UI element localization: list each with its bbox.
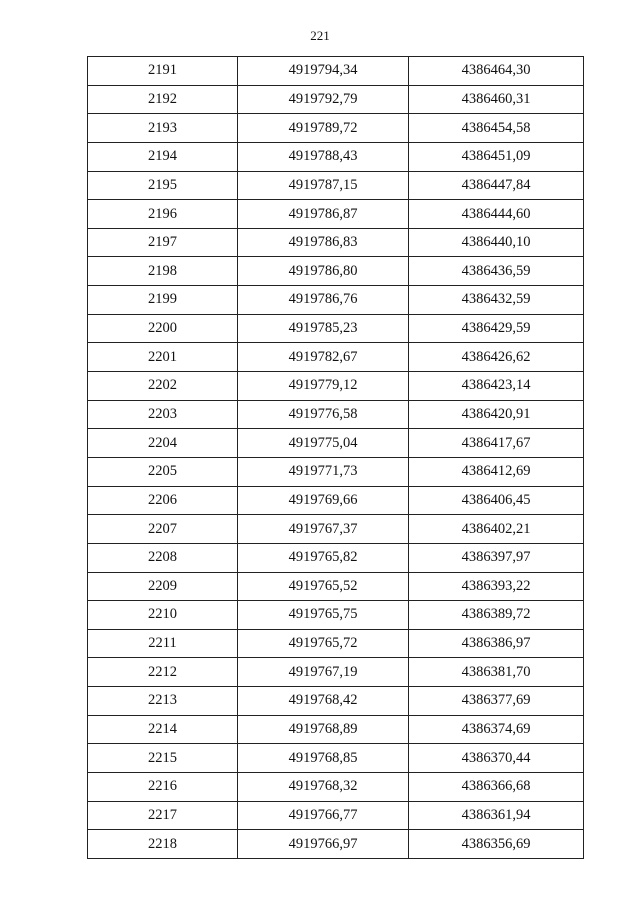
y-coordinate-cell: 4386429,59: [409, 314, 584, 343]
x-coordinate-cell: 4919794,34: [238, 57, 409, 86]
point-number-cell: 2207: [88, 515, 238, 544]
table-row: [88, 715, 584, 744]
point-number-cell: 2218: [88, 830, 238, 859]
table-row: [88, 543, 584, 572]
y-coordinate-cell: 4386423,14: [409, 372, 584, 401]
page-number: 221: [310, 28, 330, 43]
table-row: [88, 830, 584, 859]
point-number-cell: 2203: [88, 400, 238, 429]
point-number-cell: 2200: [88, 314, 238, 343]
y-coordinate-cell: 4386393,22: [409, 572, 584, 601]
x-coordinate-cell: 4919768,85: [238, 744, 409, 773]
y-coordinate-cell: 4386417,67: [409, 429, 584, 458]
x-coordinate-cell: 4919779,12: [238, 372, 409, 401]
y-coordinate-cell: 4386444,60: [409, 200, 584, 229]
point-number-cell: 2214: [88, 715, 238, 744]
coordinates-table: [87, 56, 584, 859]
x-coordinate-cell: 4919766,97: [238, 830, 409, 859]
point-number-cell: 2201: [88, 343, 238, 372]
point-number-cell: 2197: [88, 228, 238, 257]
table-row: [88, 601, 584, 630]
point-number-cell: 2195: [88, 171, 238, 200]
point-number-cell: 2208: [88, 543, 238, 572]
x-coordinate-cell: 4919787,15: [238, 171, 409, 200]
table-row: [88, 314, 584, 343]
table-row: [88, 228, 584, 257]
y-coordinate-cell: 4386454,58: [409, 114, 584, 143]
point-number-cell: 2198: [88, 257, 238, 286]
table-row: [88, 773, 584, 802]
table-row: [88, 85, 584, 114]
y-coordinate-cell: 4386447,84: [409, 171, 584, 200]
y-coordinate-cell: 4386420,91: [409, 400, 584, 429]
point-number-cell: 2211: [88, 629, 238, 658]
point-number-cell: 2217: [88, 801, 238, 830]
table-row: [88, 400, 584, 429]
point-number-cell: 2205: [88, 457, 238, 486]
y-coordinate-cell: 4386370,44: [409, 744, 584, 773]
x-coordinate-cell: 4919786,80: [238, 257, 409, 286]
y-coordinate-cell: 4386412,69: [409, 457, 584, 486]
x-coordinate-cell: 4919765,72: [238, 629, 409, 658]
y-coordinate-cell: 4386366,68: [409, 773, 584, 802]
table-row: [88, 114, 584, 143]
y-coordinate-cell: 4386377,69: [409, 687, 584, 716]
x-coordinate-cell: 4919768,42: [238, 687, 409, 716]
point-number-cell: 2196: [88, 200, 238, 229]
x-coordinate-cell: 4919775,04: [238, 429, 409, 458]
y-coordinate-cell: 4386356,69: [409, 830, 584, 859]
y-coordinate-cell: 4386402,21: [409, 515, 584, 544]
table-row: [88, 171, 584, 200]
coordinates-table-body: [88, 57, 584, 859]
table-row: [88, 572, 584, 601]
x-coordinate-cell: 4919786,76: [238, 286, 409, 315]
y-coordinate-cell: 4386381,70: [409, 658, 584, 687]
table-row: [88, 801, 584, 830]
x-coordinate-cell: 4919765,52: [238, 572, 409, 601]
y-coordinate-cell: 4386451,09: [409, 142, 584, 171]
x-coordinate-cell: 4919768,32: [238, 773, 409, 802]
y-coordinate-cell: 4386406,45: [409, 486, 584, 515]
table-row: [88, 486, 584, 515]
point-number-cell: 2204: [88, 429, 238, 458]
table-row: [88, 658, 584, 687]
y-coordinate-cell: 4386440,10: [409, 228, 584, 257]
x-coordinate-cell: 4919788,43: [238, 142, 409, 171]
x-coordinate-cell: 4919782,67: [238, 343, 409, 372]
point-number-cell: 2216: [88, 773, 238, 802]
point-number-cell: 2209: [88, 572, 238, 601]
x-coordinate-cell: 4919786,83: [238, 228, 409, 257]
x-coordinate-cell: 4919765,82: [238, 543, 409, 572]
point-number-cell: 2194: [88, 142, 238, 171]
y-coordinate-cell: 4386374,69: [409, 715, 584, 744]
y-coordinate-cell: 4386460,31: [409, 85, 584, 114]
x-coordinate-cell: 4919767,19: [238, 658, 409, 687]
x-coordinate-cell: 4919766,77: [238, 801, 409, 830]
y-coordinate-cell: 4386432,59: [409, 286, 584, 315]
x-coordinate-cell: 4919785,23: [238, 314, 409, 343]
x-coordinate-cell: 4919789,72: [238, 114, 409, 143]
x-coordinate-cell: 4919767,37: [238, 515, 409, 544]
point-number-cell: 2212: [88, 658, 238, 687]
y-coordinate-cell: 4386426,62: [409, 343, 584, 372]
x-coordinate-cell: 4919792,79: [238, 85, 409, 114]
table-row: [88, 372, 584, 401]
table-row: [88, 457, 584, 486]
point-number-cell: 2210: [88, 601, 238, 630]
y-coordinate-cell: 4386397,97: [409, 543, 584, 572]
point-number-cell: 2215: [88, 744, 238, 773]
point-number-cell: 2191: [88, 57, 238, 86]
y-coordinate-cell: 4386389,72: [409, 601, 584, 630]
table-row: [88, 629, 584, 658]
y-coordinate-cell: 4386386,97: [409, 629, 584, 658]
x-coordinate-cell: 4919771,73: [238, 457, 409, 486]
x-coordinate-cell: 4919765,75: [238, 601, 409, 630]
point-number-cell: 2202: [88, 372, 238, 401]
y-coordinate-cell: 4386464,30: [409, 57, 584, 86]
point-number-cell: 2193: [88, 114, 238, 143]
table-row: [88, 429, 584, 458]
x-coordinate-cell: 4919786,87: [238, 200, 409, 229]
point-number-cell: 2213: [88, 687, 238, 716]
point-number-cell: 2206: [88, 486, 238, 515]
table-row: [88, 744, 584, 773]
x-coordinate-cell: 4919768,89: [238, 715, 409, 744]
table-row: [88, 57, 584, 86]
table-row: [88, 142, 584, 171]
point-number-cell: 2199: [88, 286, 238, 315]
table-row: [88, 200, 584, 229]
table-row: [88, 257, 584, 286]
table-row: [88, 515, 584, 544]
x-coordinate-cell: 4919776,58: [238, 400, 409, 429]
y-coordinate-cell: 4386436,59: [409, 257, 584, 286]
x-coordinate-cell: 4919769,66: [238, 486, 409, 515]
table-row: [88, 687, 584, 716]
point-number-cell: 2192: [88, 85, 238, 114]
y-coordinate-cell: 4386361,94: [409, 801, 584, 830]
table-row: [88, 286, 584, 315]
table-row: [88, 343, 584, 372]
